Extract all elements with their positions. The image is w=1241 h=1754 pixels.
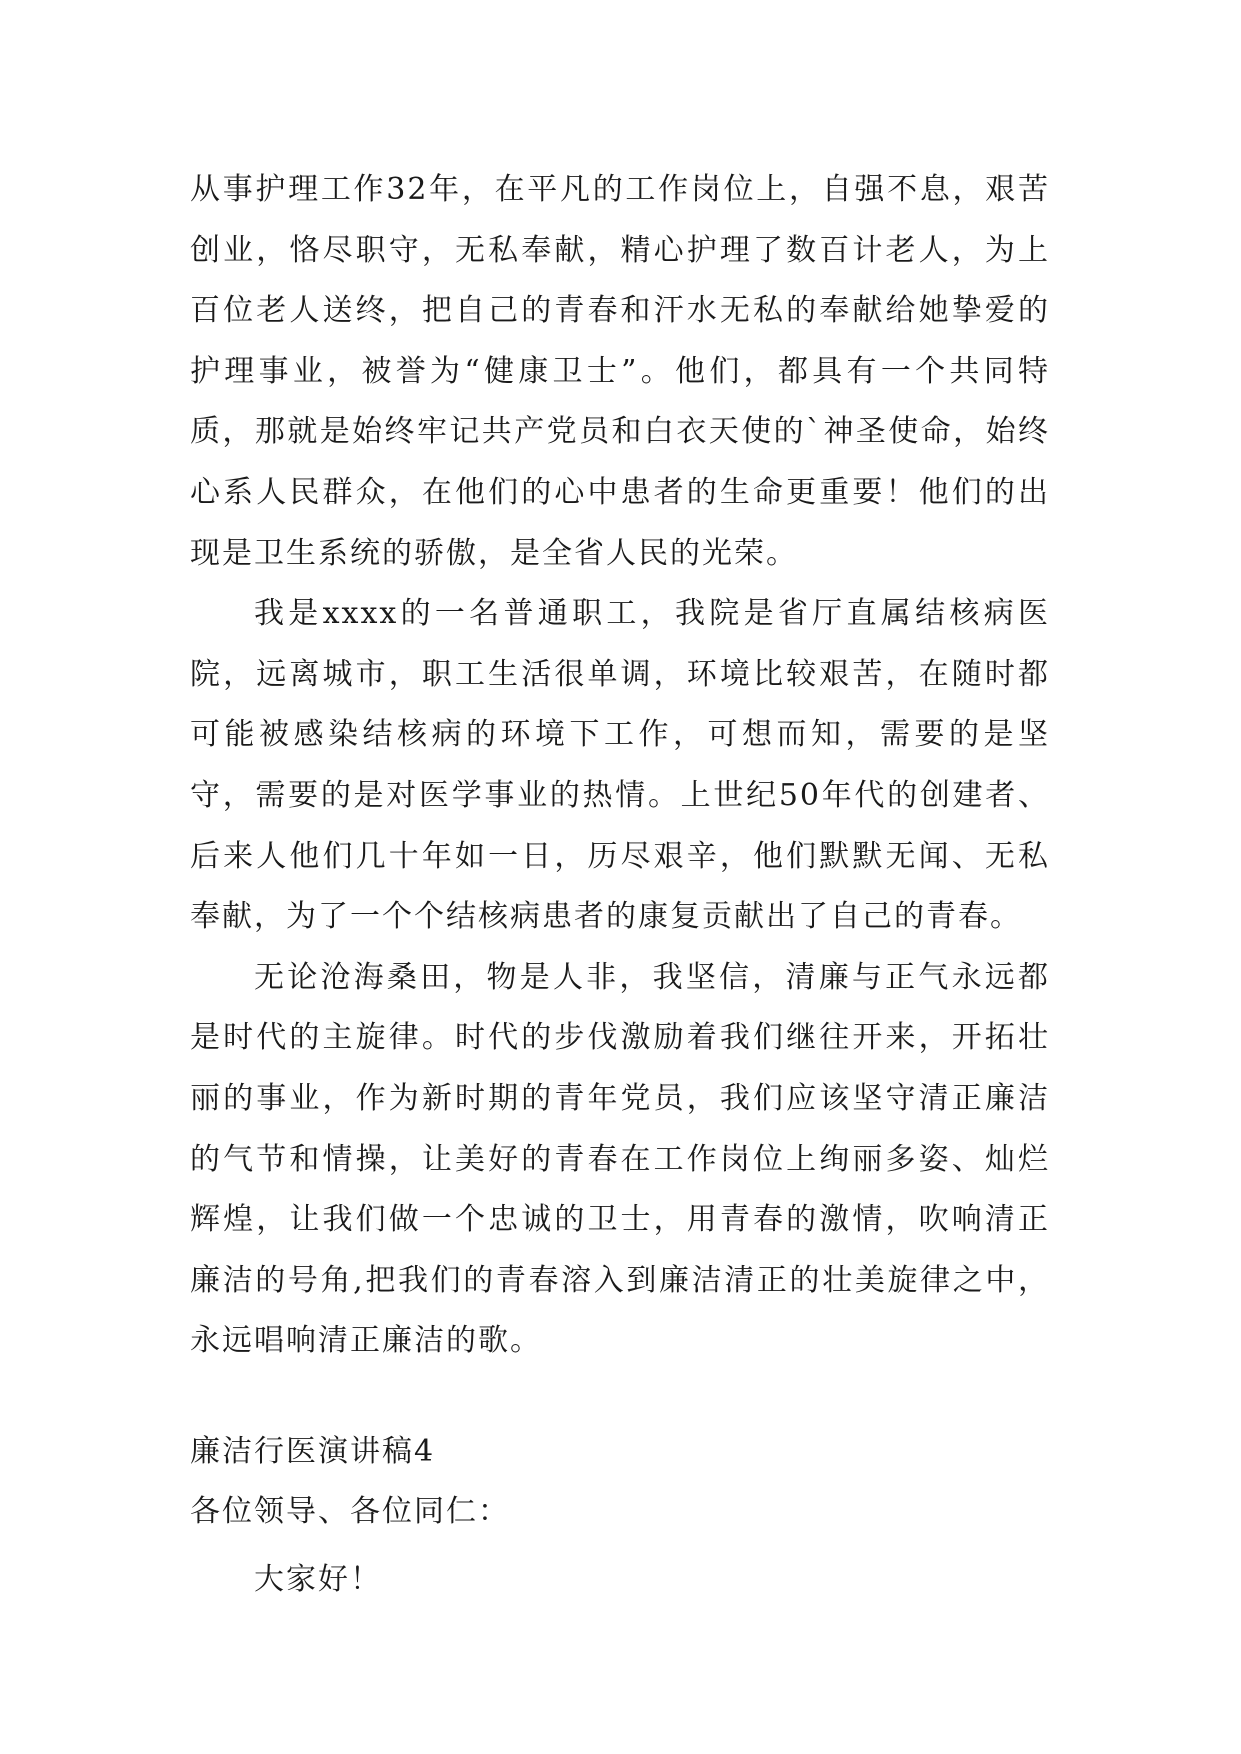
section-title: 廉洁行医演讲稿4 [190,1433,436,1469]
salutation: 各位领导、各位同仁： [190,1493,510,1529]
paragraph-3: 无论沧海桑田，物是人非，我坚信，清廉与正气永远都是时代的主旋律。时代的步伐激励着我们继往开来，开拓壮丽的事业，作为新时期的青年党员，我们应该坚守清正廉洁的气节和情操，让美好的青春在工作岗位上绚丽多姿、灿烂辉煌，让我们做一个忠诚的卫士，用青春的激情，吹响清正廉洁的号角,把我们的青春溶入到廉洁清正的壮美旋律之中，永远唱响清正廉洁的歌。 [190,959,1050,1359]
section-spacer [190,1372,1050,1422]
paragraph-1: 从事护理工作32年，在平凡的工作岗位上，自强不息，艰苦创业，恪尽职守，无私奉献，精心护理了数百计老人，为上百位老人送终，把自己的青春和汗水无私的奉献给她挚爱的护理事业，被誉为“健康卫士”。他们，都具有一个共同特质，那就是始终牢记共产党员和白衣天使的`神圣使命，始终心系人民群众，在他们的心中患者的生命更重要！他们的出现是卫生系统的骄傲，是全省人民的光荣。 [190,172,1050,571]
document-body [190,160,1050,1610]
greeting: 大家好！ [254,1561,382,1597]
paragraph-2: 我是xxxx的一名普通职工，我院是省厅直属结核病医院，远离城市，职工生活很单调，环境比较艰苦，在随时都可能被感染结核病的环境下工作，可想而知，需要的是坚守，需要的是对医学事业的热情。上世纪50年代的创建者、后来人他们几十年如一日，历尽艰辛，他们默默无闻、无私奉献，为了一个个结核病患者的康复贡献出了自己的青春。 [190,596,1050,935]
